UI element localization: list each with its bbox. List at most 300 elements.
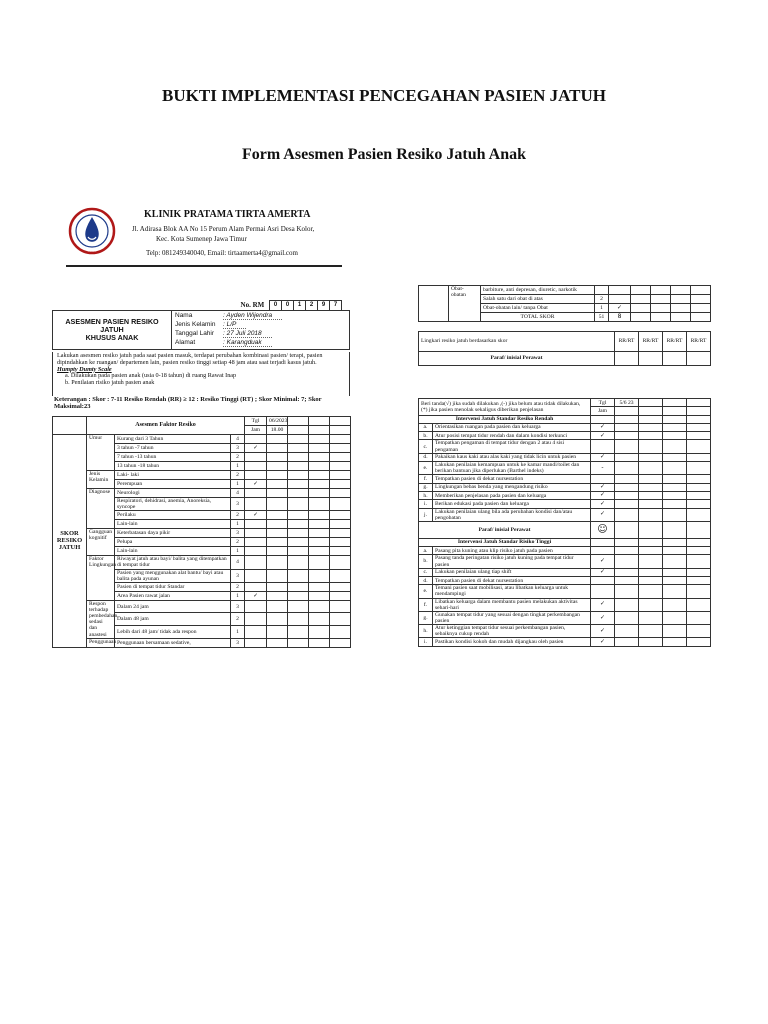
clinic-address-line: Kec. Kota Sumenep Jawa Timur xyxy=(156,235,247,243)
empty-cell xyxy=(687,423,711,431)
empty-cell xyxy=(671,313,691,322)
empty-cell xyxy=(615,538,639,546)
item-letter: g. xyxy=(419,483,433,491)
factor-label: Gangguan kognitif xyxy=(87,529,115,556)
check-cell xyxy=(245,498,267,511)
score-value: 3 xyxy=(231,600,245,613)
empty-cell xyxy=(309,471,330,480)
empty-cell xyxy=(267,582,288,591)
empty-cell xyxy=(330,538,351,547)
table-row xyxy=(419,483,711,491)
empty-cell xyxy=(639,500,663,508)
check-cell: ✓ xyxy=(591,568,615,576)
criteria-label: Penggunaan bersamaan sedative, xyxy=(115,638,231,647)
empty-cell xyxy=(687,462,711,475)
empty-cell xyxy=(267,520,288,529)
risk-circle-table xyxy=(418,331,711,366)
empty-cell xyxy=(267,489,288,498)
criteria-label: 13 tahun -18 tahun xyxy=(115,462,231,471)
empty-cell xyxy=(639,538,663,546)
score-value: 3 xyxy=(231,444,245,453)
table-row xyxy=(419,547,711,555)
svg-text:• • •: • • • xyxy=(88,249,96,254)
factor-label: Faktor Lingkungan xyxy=(87,556,115,601)
empty-cell xyxy=(267,511,288,520)
check-cell xyxy=(245,529,267,538)
intervention-text: Atur ketinggian tempat tidur sesuai perkembangan pasien, sebaiknya cukup rendah xyxy=(433,625,591,638)
empty-cell xyxy=(663,462,687,475)
table-row xyxy=(419,475,711,483)
empty-cell xyxy=(663,508,687,521)
intervention-text: Tempatkan pasien di dekat nursestation xyxy=(433,576,591,584)
intervention-text: Tempatkan pengaman di tempat tidur dengan 2 atau 4 sisi pengaman xyxy=(433,440,591,453)
empty-cell xyxy=(267,498,288,511)
instruction-text: Lakukan asesmen resiko jatuh pada saat pasien masuk, terdapat perubahan kombinasi pasien/ terapi, pasien dipindahkan ke ruangan/ departemen lain, pasien resiko tinggi setiap 48 jam atau saat terjadi kasus jatuh. xyxy=(57,352,323,366)
item-letter: j. xyxy=(419,508,433,521)
medication-score-table xyxy=(418,285,711,322)
empty-cell xyxy=(687,576,711,584)
empty-cell xyxy=(615,585,639,598)
no-rm-digit: 7 xyxy=(329,300,342,311)
empty-cell xyxy=(288,489,309,498)
table-row xyxy=(419,521,711,538)
factor-label: Obat-obatan xyxy=(449,286,481,322)
empty-cell xyxy=(267,600,288,613)
empty-cell xyxy=(691,313,711,322)
table-row xyxy=(419,568,711,576)
empty-cell xyxy=(651,304,671,313)
item-letter: c. xyxy=(419,440,433,453)
empty-cell xyxy=(615,611,639,624)
empty-cell xyxy=(309,520,330,529)
table-row xyxy=(53,489,351,498)
empty-cell xyxy=(330,529,351,538)
field-label: Tanggal Lahir xyxy=(175,330,215,337)
empty-cell xyxy=(288,626,309,639)
criteria-label: Lebih dari 48 jam/ tidak ada respon xyxy=(115,626,231,639)
score-value: 4 xyxy=(231,489,245,498)
empty-cell xyxy=(330,638,351,647)
patient-field-sex xyxy=(175,321,345,328)
empty-cell xyxy=(687,440,711,453)
rr-rt-cell: RR/RT xyxy=(615,332,639,352)
empty-cell xyxy=(309,489,330,498)
score-value: 3 xyxy=(231,498,245,511)
clinic-header xyxy=(66,205,342,267)
criteria-label: Perilaku xyxy=(115,511,231,520)
table-header-row xyxy=(53,417,351,426)
score-value: 1 xyxy=(231,520,245,529)
empty-cell xyxy=(687,399,711,407)
check-cell: - xyxy=(591,462,615,475)
empty-cell xyxy=(639,475,663,483)
empty-cell xyxy=(663,585,687,598)
empty-cell xyxy=(687,521,711,538)
empty-cell xyxy=(639,399,663,407)
empty-cell xyxy=(663,415,687,423)
factor-label: Respon terhadap pembedahan, sedasi dan anastesi xyxy=(87,600,115,638)
check-cell xyxy=(245,582,267,591)
check-cell xyxy=(591,547,615,555)
empty-cell xyxy=(639,453,663,461)
intervention-text: Berikan edukasi pada pasien dan keluarga xyxy=(433,500,591,508)
check-cell xyxy=(591,475,615,483)
empty-cell xyxy=(330,613,351,626)
score-value: 3 xyxy=(231,529,245,538)
form-title xyxy=(53,311,172,349)
empty-cell xyxy=(691,304,711,313)
item-letter: i. xyxy=(419,500,433,508)
form-title-line: KHUSUS ANAK xyxy=(85,332,139,342)
item-letter: a. xyxy=(419,423,433,431)
empty-cell xyxy=(651,313,671,322)
empty-cell xyxy=(663,399,687,407)
empty-cell xyxy=(663,625,687,638)
empty-cell xyxy=(309,480,330,489)
criteria-label: Pasien di tempat tidur Standar xyxy=(115,582,231,591)
section-header: Intervensi Jatuh Standar Resiko Rendah xyxy=(419,415,591,423)
empty-cell xyxy=(631,286,651,295)
item-letter: b. xyxy=(419,432,433,440)
empty-cell xyxy=(639,585,663,598)
rr-rt-cell: RR/RT xyxy=(687,332,711,352)
no-rm-digit: 2 xyxy=(305,300,318,311)
empty-cell xyxy=(309,556,330,569)
factor-label: Umur xyxy=(87,435,115,471)
intervention-text: Pasang pita kuning atau klip risiko jatuh pada pasien xyxy=(433,547,591,555)
jam-label: Jam xyxy=(245,426,267,435)
tgl-value: 06/2023 xyxy=(267,417,288,426)
no-rm-digit: 0 xyxy=(269,300,282,311)
empty-cell xyxy=(687,598,711,611)
empty-cell xyxy=(309,462,330,471)
check-cell xyxy=(245,435,267,444)
empty-cell xyxy=(615,453,639,461)
check-cell xyxy=(245,569,267,582)
empty-cell xyxy=(288,538,309,547)
empty-cell xyxy=(687,547,711,555)
empty-cell xyxy=(639,555,663,568)
clinic-name: KLINIK PRATAMA TIRTA AMERTA xyxy=(144,209,311,220)
item-letter: b. xyxy=(419,555,433,568)
empty-cell xyxy=(663,423,687,431)
empty-cell xyxy=(639,491,663,499)
empty-cell xyxy=(267,638,288,647)
table-row xyxy=(419,538,711,546)
skor-label: SKOR RESIKO JATUH xyxy=(53,435,87,648)
table-row xyxy=(53,529,351,538)
check-cell xyxy=(245,613,267,626)
item-letter: i. xyxy=(419,638,433,646)
empty-cell xyxy=(288,471,309,480)
empty-cell xyxy=(651,295,671,304)
empty-cell xyxy=(615,547,639,555)
field-label: Alamat xyxy=(175,339,196,346)
check-cell: ✓ xyxy=(591,598,615,611)
empty-cell xyxy=(639,432,663,440)
empty-cell xyxy=(330,426,351,435)
item-letter: f. xyxy=(419,598,433,611)
check-cell xyxy=(245,556,267,569)
score-value: 1 xyxy=(231,480,245,489)
item-letter: h. xyxy=(419,625,433,638)
empty-cell xyxy=(330,489,351,498)
empty-cell xyxy=(631,313,651,322)
check-cell xyxy=(245,489,267,498)
paraf-label: Paraf/ inisial Perawat xyxy=(419,352,615,366)
check-cell xyxy=(245,600,267,613)
empty-cell xyxy=(309,417,330,426)
score-value: 2 xyxy=(231,582,245,591)
empty-cell xyxy=(663,407,687,415)
check-cell: 8 xyxy=(609,313,631,322)
empty-cell xyxy=(687,638,711,646)
empty-cell xyxy=(687,491,711,499)
intervention-text: Lakukan penilaian ulang bila ada perubahan kondisi dan/atau pengobatan xyxy=(433,508,591,521)
item-letter: e. xyxy=(419,462,433,475)
criteria-label: Perempuan xyxy=(115,480,231,489)
score-value: 1 xyxy=(595,304,609,313)
empty-cell xyxy=(615,521,639,538)
assessment-sheet-left xyxy=(52,300,350,720)
patient-identity-box xyxy=(52,310,350,350)
empty-cell xyxy=(639,576,663,584)
empty-cell xyxy=(309,547,330,556)
field-value: : Karangduak xyxy=(223,339,272,347)
check-cell: ✓ xyxy=(591,453,615,461)
clinic-address-line: Jl. Adirasa Blok AA No 15 Perum Alam Permai Asri Desa Kolor, xyxy=(132,225,315,233)
patient-field-address xyxy=(175,339,345,346)
patient-field-name xyxy=(175,312,345,319)
empty-cell xyxy=(687,585,711,598)
check-cell xyxy=(245,547,267,556)
check-cell: ✓ xyxy=(591,483,615,491)
criteria-label: Kurang dari 3 Tahun xyxy=(115,435,231,444)
empty-cell xyxy=(267,453,288,462)
empty-cell xyxy=(288,529,309,538)
check-cell: ✓ xyxy=(591,508,615,521)
table-row xyxy=(419,555,711,568)
empty-cell xyxy=(615,352,639,366)
empty-cell xyxy=(663,547,687,555)
criteria-label: Keterbatasan daya pikir xyxy=(115,529,231,538)
empty-cell xyxy=(639,440,663,453)
table-row xyxy=(419,625,711,638)
empty-cell xyxy=(330,569,351,582)
table-row xyxy=(419,508,711,521)
table-row xyxy=(53,556,351,569)
patient-field-birthdate xyxy=(175,330,345,337)
empty-cell xyxy=(615,440,639,453)
divider xyxy=(66,265,342,267)
rr-rt-cell: RR/RT xyxy=(639,332,663,352)
empty-cell xyxy=(330,547,351,556)
empty-cell xyxy=(288,417,309,426)
empty-cell xyxy=(288,511,309,520)
empty-cell xyxy=(615,491,639,499)
empty-cell xyxy=(309,591,330,600)
table-row xyxy=(419,598,711,611)
lingkari-label: Lingkari resiko jatuh berdasarkan skor xyxy=(419,332,615,352)
empty-cell xyxy=(309,538,330,547)
criteria-label: barbiture, anti depresan, diuretic, narkotik xyxy=(481,286,595,295)
empty-cell xyxy=(687,508,711,521)
empty-cell xyxy=(687,555,711,568)
empty-cell xyxy=(663,611,687,624)
criteria-label: Neurologi xyxy=(115,489,231,498)
intervention-text: Libatkan keluarga dalam membantu pasien melakukan aktivitas sehari-hari xyxy=(433,598,591,611)
table-row xyxy=(419,453,711,461)
jam-value: 18.00 xyxy=(267,426,288,435)
empty-cell xyxy=(615,638,639,646)
empty-cell xyxy=(663,440,687,453)
empty-cell xyxy=(615,568,639,576)
header-label: Asesmen Faktor Resiko xyxy=(87,417,245,435)
empty-cell xyxy=(639,521,663,538)
score-value: 51 xyxy=(595,313,609,322)
empty-cell xyxy=(330,480,351,489)
check-cell: ✓ xyxy=(591,500,615,508)
empty-cell xyxy=(288,556,309,569)
check-cell xyxy=(591,440,615,453)
check-cell xyxy=(591,576,615,584)
table-row xyxy=(419,576,711,584)
check-cell xyxy=(591,585,615,598)
empty-cell xyxy=(691,286,711,295)
empty-cell xyxy=(663,491,687,499)
intervention-text: Pastikan kondisi kokoh dan mudah dijangkau oleh pasien xyxy=(433,638,591,646)
clinic-contact: Telp: 081249340040, Email: tirtaamerta4@gmail.com xyxy=(146,249,298,257)
empty-cell xyxy=(615,625,639,638)
item-letter: e. xyxy=(419,585,433,598)
check-cell: ✓ xyxy=(591,555,615,568)
intervention-text: Lakukan penilaian ulang tiap shift xyxy=(433,568,591,576)
empty-cell xyxy=(615,576,639,584)
empty-cell xyxy=(330,591,351,600)
empty-cell xyxy=(663,638,687,646)
empty-cell xyxy=(330,444,351,453)
tgl-label: Tgl xyxy=(591,399,615,407)
criteria-label: Obat-obatan lain/ tanpa Obat xyxy=(481,304,595,313)
score-value: 2 xyxy=(231,613,245,626)
empty-cell xyxy=(615,508,639,521)
empty-cell xyxy=(639,508,663,521)
table-row xyxy=(419,638,711,646)
score-value: 1 xyxy=(231,462,245,471)
empty-cell xyxy=(309,511,330,520)
empty-cell xyxy=(288,498,309,511)
check-cell: ✓ xyxy=(591,611,615,624)
empty-cell xyxy=(615,462,639,475)
check-cell: ✓ xyxy=(591,423,615,431)
intervention-text: Pasang tanda peringatan risiko jatuh kuning pada tempat tidur pasien xyxy=(433,555,591,568)
empty-cell xyxy=(288,613,309,626)
empty-cell xyxy=(330,453,351,462)
score-value: 2 xyxy=(231,511,245,520)
criteria-label: Pelupa xyxy=(115,538,231,547)
empty-cell xyxy=(330,471,351,480)
empty-cell xyxy=(615,500,639,508)
intervention-text: Pakaikan kaus kaki atau alas kaki yang tidak licin untuk pasien xyxy=(433,453,591,461)
score-value: 2 xyxy=(231,453,245,462)
criteria-label: Area Pasien rawat jalan xyxy=(115,591,231,600)
no-rm-digit: 9 xyxy=(317,300,330,311)
empty-cell xyxy=(309,498,330,511)
empty-cell xyxy=(663,453,687,461)
no-rm-label: No. RM xyxy=(240,301,265,310)
empty-cell xyxy=(671,295,691,304)
empty-cell xyxy=(267,480,288,489)
empty-cell xyxy=(615,423,639,431)
scale-item: b. Penilaian risiko jatuh pasien anak xyxy=(65,379,155,387)
intervention-text: Atur posisi tempat tidur rendah dan dalam kondisi terkunci xyxy=(433,432,591,440)
criteria-label: Laki- laki xyxy=(115,471,231,480)
empty-cell xyxy=(288,453,309,462)
empty-cell xyxy=(330,556,351,569)
field-label: Jenis Kelamin xyxy=(175,321,216,328)
empty-cell xyxy=(330,511,351,520)
item-letter: g. xyxy=(419,611,433,624)
intervention-text: Memberikan penjelasan pada pasien dan keluarga xyxy=(433,491,591,499)
empty-cell xyxy=(687,568,711,576)
intervention-table xyxy=(418,398,711,647)
empty-cell xyxy=(330,582,351,591)
empty-cell xyxy=(615,432,639,440)
empty-cell xyxy=(615,475,639,483)
signature-mark: ☺ xyxy=(591,521,615,538)
empty-cell xyxy=(663,432,687,440)
factor-label: Diagnose xyxy=(87,489,115,529)
table-row xyxy=(419,462,711,475)
criteria-label: Salah satu dari obat di atas xyxy=(481,295,595,304)
table-row xyxy=(419,286,711,295)
empty-cell xyxy=(309,569,330,582)
criteria-label: Lain-lain xyxy=(115,547,231,556)
empty-cell xyxy=(663,598,687,611)
empty-cell xyxy=(267,435,288,444)
section-header: Intervensi Jatuh Standar Risiko Tinggi xyxy=(419,538,591,546)
empty-cell xyxy=(288,444,309,453)
table-row xyxy=(419,415,711,423)
tgl-value: 5/6 23 xyxy=(615,399,639,407)
empty-cell xyxy=(267,556,288,569)
score-value: 4 xyxy=(231,435,245,444)
table-row xyxy=(419,432,711,440)
empty-cell xyxy=(615,415,639,423)
empty-cell xyxy=(687,407,711,415)
check-cell xyxy=(245,638,267,647)
empty-cell xyxy=(663,568,687,576)
table-row xyxy=(419,611,711,624)
empty-cell xyxy=(639,625,663,638)
empty-cell xyxy=(663,483,687,491)
empty-cell xyxy=(309,613,330,626)
empty-cell xyxy=(267,444,288,453)
empty-cell xyxy=(687,625,711,638)
empty-cell xyxy=(631,304,651,313)
item-letter: h. xyxy=(419,491,433,499)
check-cell xyxy=(245,453,267,462)
empty-cell xyxy=(591,415,615,423)
empty-cell xyxy=(687,453,711,461)
check-cell: ✓ xyxy=(591,491,615,499)
intervention-text: Lakukan penilaian kemampuan untuk ke kamar mandi/toilet dan berikan bantuan jika diperlukan (Barthel indeks) xyxy=(433,462,591,475)
empty-cell xyxy=(267,529,288,538)
empty-cell xyxy=(663,576,687,584)
field-value: : Ayden Wijendra xyxy=(223,312,282,320)
item-letter: c. xyxy=(419,568,433,576)
empty-cell xyxy=(330,462,351,471)
